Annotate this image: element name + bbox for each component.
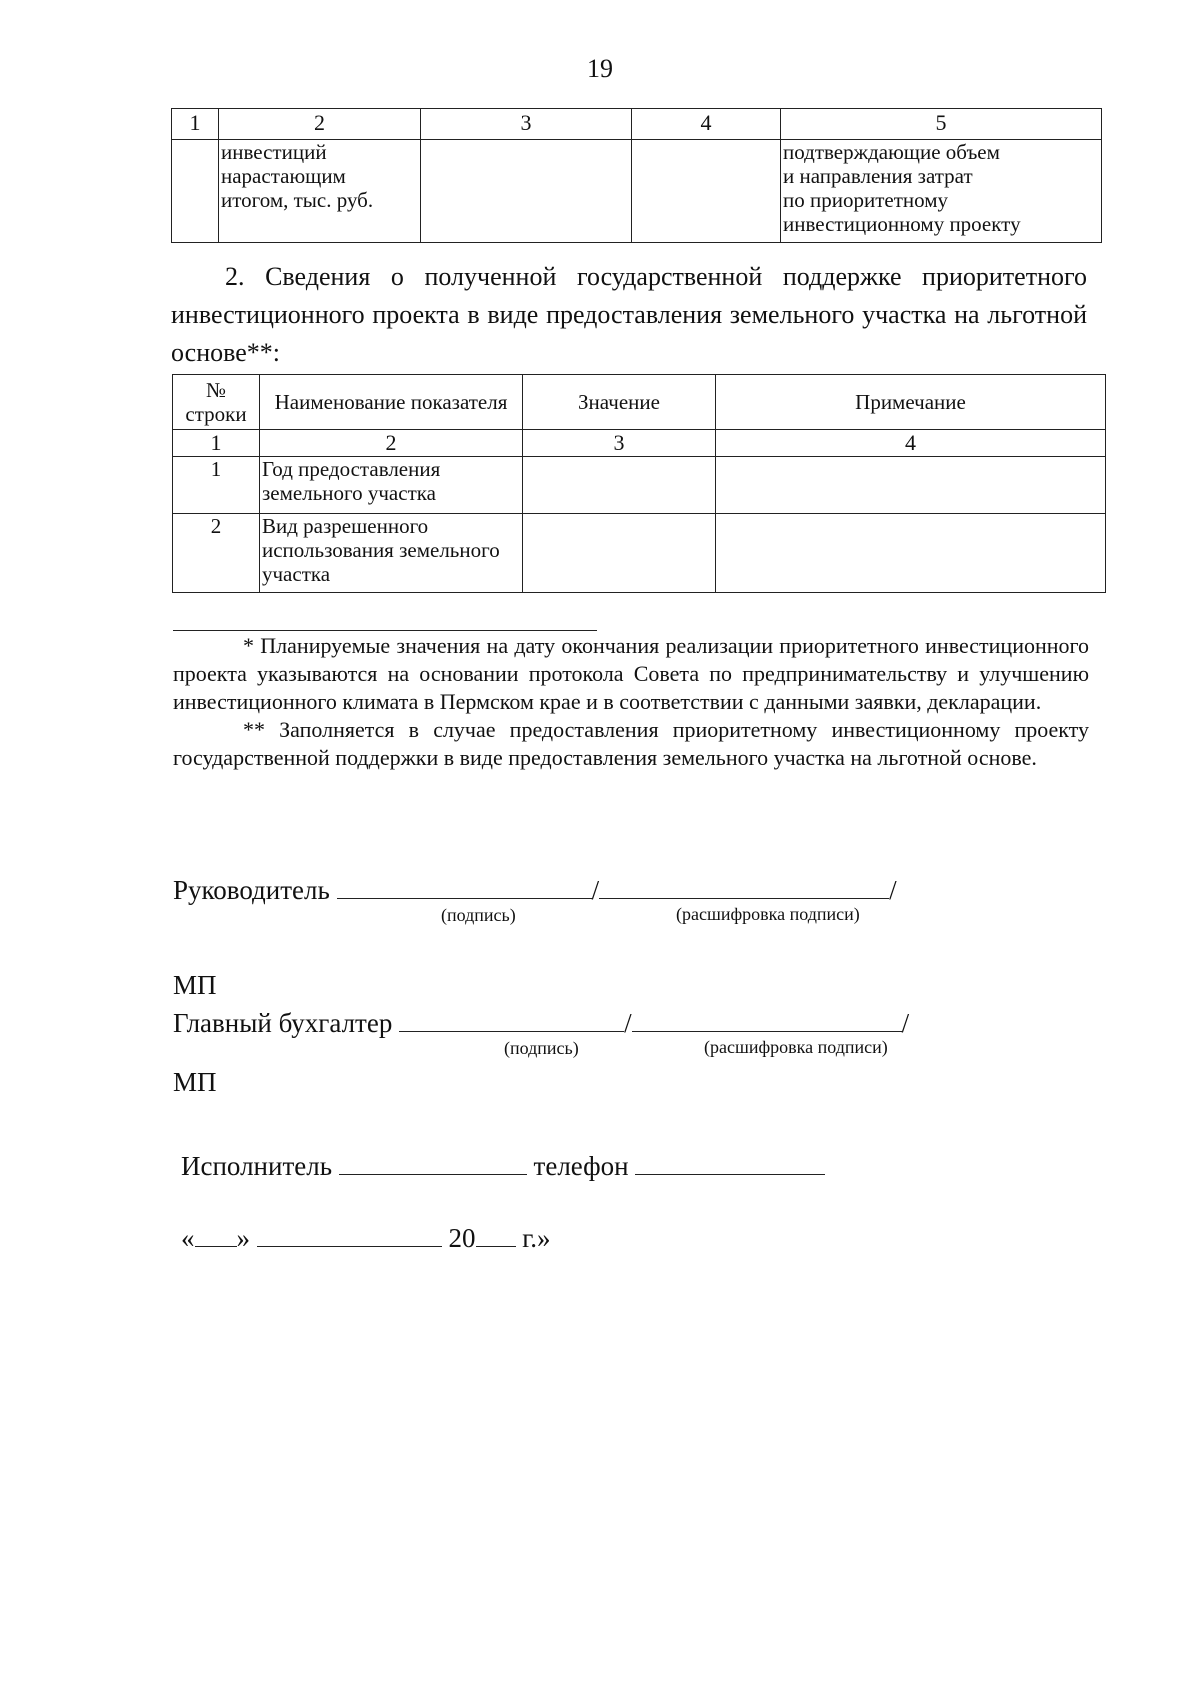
- footnote-divider: [173, 630, 597, 631]
- table-row: [173, 457, 1106, 514]
- cell-line: инвестиций: [221, 140, 327, 164]
- head-signature-line: Руководитель / /: [173, 872, 897, 906]
- date-line: [181, 1220, 551, 1254]
- page-number: 19: [587, 54, 613, 83]
- accountant-label: Главный бухгалтер: [173, 1008, 393, 1038]
- executor-label: Исполнитель: [181, 1151, 333, 1181]
- column-number-3: 3: [421, 109, 632, 140]
- cell-line: по приоритетному: [783, 188, 949, 212]
- stamp-place-1: МП: [173, 970, 217, 1000]
- year-field[interactable]: [476, 1220, 516, 1247]
- row-indicator-name: Вид разрешенного использования земельного участка: [260, 514, 523, 593]
- header-row-number: № строки: [173, 375, 260, 430]
- header-note: Примечание: [716, 375, 1106, 430]
- table-row: [172, 140, 1102, 243]
- month-field[interactable]: [257, 1220, 442, 1247]
- executor-field[interactable]: [339, 1148, 527, 1175]
- table-header-row: [173, 375, 1106, 430]
- column-number-3: 3: [523, 430, 716, 457]
- cell-line: и направления затрат: [783, 164, 973, 188]
- column-number-5: 5: [781, 109, 1102, 140]
- row-note: [716, 514, 1106, 593]
- accountant-signature-caption: (подпись): [504, 1038, 579, 1058]
- cell-indicator: [219, 140, 421, 243]
- phone-label: телефон: [533, 1151, 629, 1181]
- cell-empty: [421, 140, 632, 243]
- footnote-1: * Планируемые значения на дату окончания реализации приоритетного инвестиционного проекта указываются на основании протокола Совета по предпринимательству и улучшению инвестиционного климата в Пермском крае и в соответствии с данными заявки, декларации.: [173, 633, 1089, 714]
- table-row: [173, 514, 1106, 593]
- footnote-2: ** Заполняется в случае предоставления приоритетному инвестиционному проекту государственной поддержки в виде предоставления земельного участка на льготной основе.: [173, 717, 1089, 770]
- accountant-decode-field[interactable]: [632, 1005, 902, 1032]
- head-decode-field[interactable]: [599, 872, 889, 899]
- table-number-row: [173, 430, 1106, 457]
- accountant-decode-caption: (расшифровка подписи): [704, 1037, 888, 1057]
- row-number: 1: [173, 457, 260, 514]
- column-number-1: 1: [172, 109, 219, 140]
- cell-line: подтверждающие объем: [783, 140, 1000, 164]
- cell-note: [781, 140, 1102, 243]
- head-decode-caption: (расшифровка подписи): [676, 904, 860, 924]
- table-header-row: [172, 109, 1102, 140]
- investment-table-continuation: [171, 108, 1102, 243]
- land-support-table: [172, 374, 1106, 593]
- day-field[interactable]: [195, 1220, 237, 1247]
- head-signature-caption: (подпись): [441, 905, 516, 925]
- cell-empty: [172, 140, 219, 243]
- cell-line: итогом, тыс. руб.: [221, 188, 374, 212]
- year-suffix: г.»: [522, 1223, 551, 1253]
- executor-line: [181, 1148, 825, 1182]
- column-number-2: 2: [219, 109, 421, 140]
- row-indicator-name: Год предоставления земельного участка: [260, 457, 523, 514]
- accountant-signature-field[interactable]: [399, 1005, 624, 1032]
- head-label: Руководитель: [173, 875, 330, 905]
- header-value: Значение: [523, 375, 716, 430]
- header-indicator-name: Наименование показателя: [260, 375, 523, 430]
- accountant-signature-line: Главный бухгалтер / /: [173, 1005, 909, 1039]
- phone-field[interactable]: [635, 1148, 825, 1175]
- cell-empty: [632, 140, 781, 243]
- section-2-heading: [171, 258, 1087, 372]
- cell-line: инвестиционному проекту: [783, 212, 1021, 236]
- section-2-text: 2. Сведения о полученной государственной поддержке приоритетного инвестиционного проекта в виде предоставления земельного участка на льготной основе**:: [171, 262, 1087, 367]
- row-number: 2: [173, 514, 260, 593]
- row-value: [523, 514, 716, 593]
- column-number-4: 4: [716, 430, 1106, 457]
- column-number-1: 1: [173, 430, 260, 457]
- date-quote-open: «: [181, 1223, 195, 1253]
- cell-line: нарастающим: [221, 164, 346, 188]
- year-prefix: 20: [448, 1223, 476, 1253]
- column-number-4: 4: [632, 109, 781, 140]
- footnotes: [173, 632, 1089, 772]
- stamp-place-2: МП: [173, 1067, 217, 1097]
- column-number-2: 2: [260, 430, 523, 457]
- row-note: [716, 457, 1106, 514]
- row-value: [523, 457, 716, 514]
- date-quote-close: »: [236, 1223, 250, 1253]
- head-signature-field[interactable]: [337, 872, 592, 899]
